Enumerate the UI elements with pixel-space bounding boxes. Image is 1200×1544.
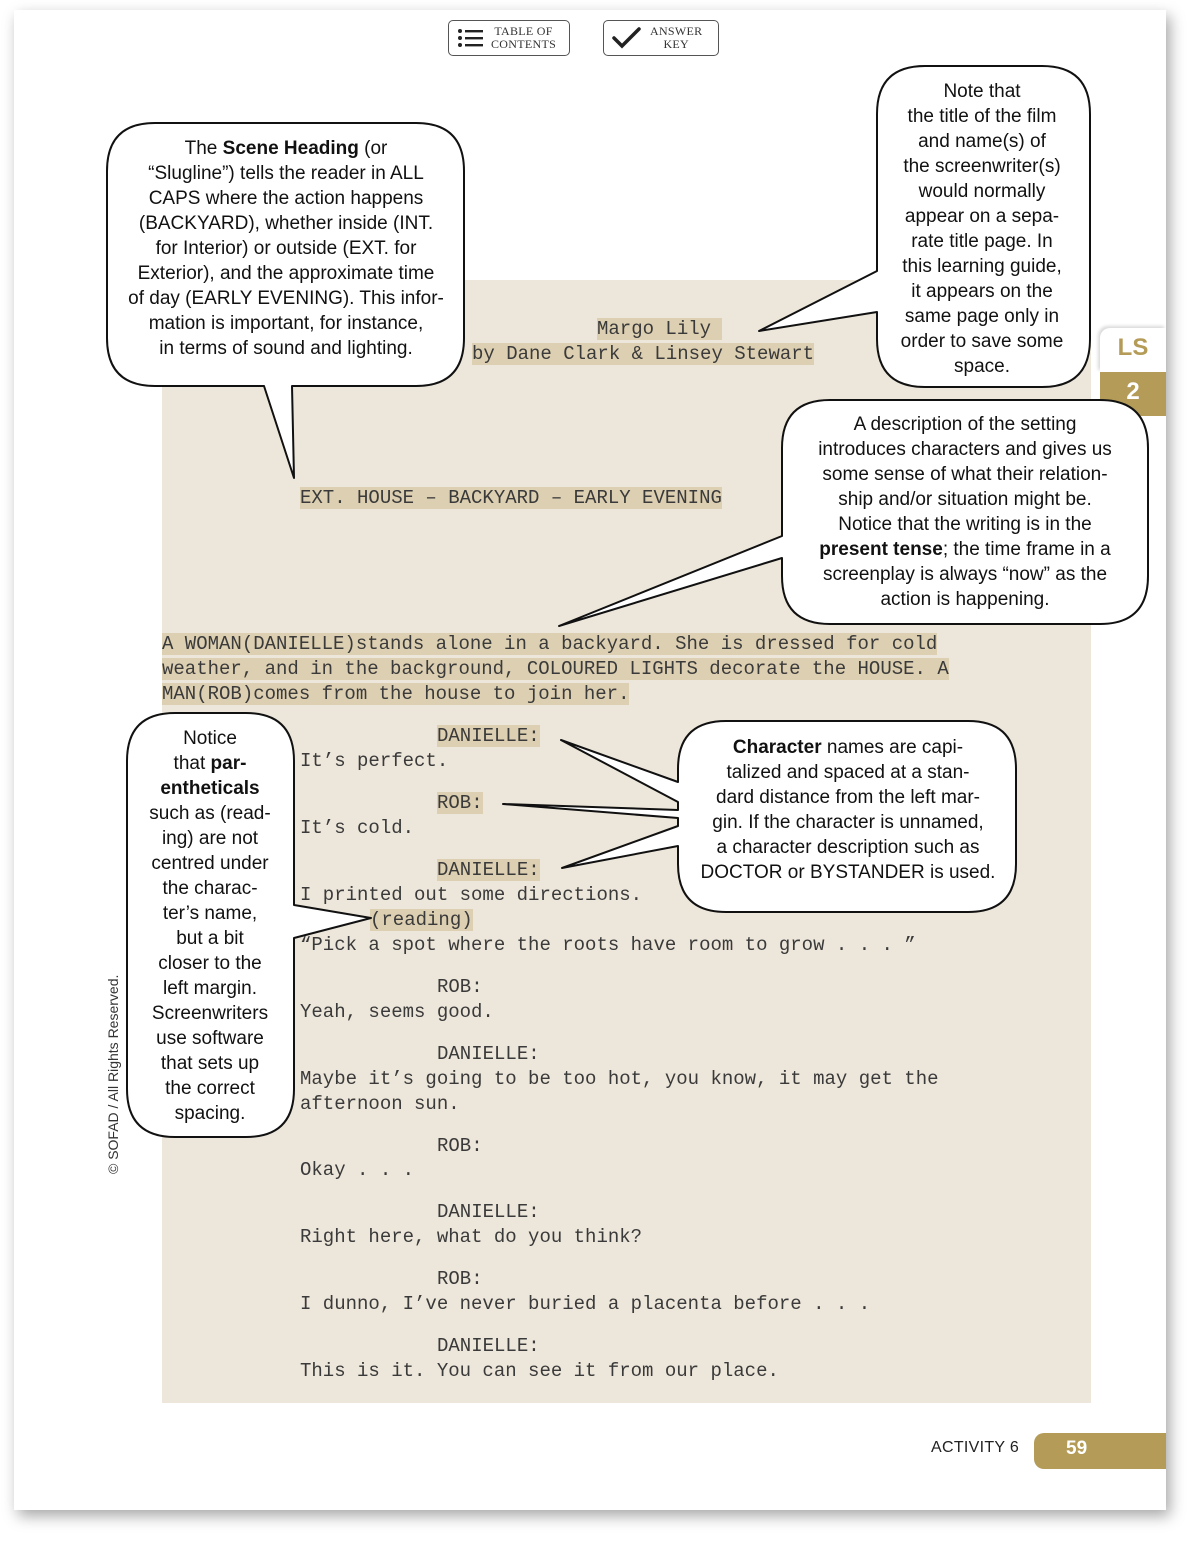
dialogue-line: Right here, what do you think? — [300, 1226, 643, 1248]
callout-line: Note that — [943, 81, 1021, 102]
character-name: ROB: — [437, 792, 483, 814]
callout-line: Screenwriters — [151, 1003, 269, 1024]
callout-line: the title of the film — [907, 106, 1057, 127]
dialogue-line: I dunno, I’ve never buried a placenta before . . . — [300, 1293, 871, 1315]
callout-line: A description of the setting — [853, 414, 1077, 435]
callout-line: the charac- — [162, 878, 258, 899]
action-line: MAN(ROB)comes from the house to join her. — [162, 683, 630, 705]
character-name: ROB: — [437, 1268, 483, 1290]
dialogue-line: It’s cold. — [300, 817, 415, 839]
callout-line: appear on a sepa- — [904, 206, 1060, 227]
callout-line: of day (EARLY EVENING). This infor- — [128, 288, 444, 309]
character-name: DANIELLE: — [437, 1043, 540, 1065]
callout-line: mation is important, for instance, — [148, 313, 424, 334]
callout-line: such as (read- — [149, 803, 271, 824]
callout-line: spacing. — [174, 1103, 246, 1124]
callout-line: but a bit — [176, 928, 244, 949]
activity-label: ACTIVITY 6 — [931, 1439, 1020, 1456]
callout-line: centred under — [151, 853, 269, 874]
toc-label: TABLE OF CONTENTS — [491, 24, 557, 51]
callout-line: “Slugline”) tells the reader in ALL — [148, 163, 424, 184]
callout-line: left margin. — [163, 978, 257, 999]
character-name: DANIELLE: — [437, 725, 540, 747]
dialogue-line: Yeah, seems good. — [300, 1001, 494, 1023]
dialogue-line: afternoon sun. — [300, 1093, 460, 1115]
dialogue-line: Okay . . . — [300, 1159, 415, 1181]
callout-line: Character names are capi- — [732, 737, 964, 758]
page-number: 59 — [1034, 1433, 1166, 1469]
dialogue-line: “Pick a spot where the roots have room to grow . . . ” — [300, 934, 916, 956]
callout-line: it appears on the — [911, 281, 1053, 302]
character-name: ROB: — [437, 976, 483, 998]
callout-line: this learning guide, — [902, 256, 1062, 277]
callout-line: Exterior), and the approximate time — [137, 263, 435, 284]
character-name: ROB: — [437, 1135, 483, 1157]
callout-line: (BACKYARD), whether inside (INT. — [138, 213, 434, 234]
callout-line: space. — [954, 356, 1010, 377]
section-tab-label: LS — [1100, 328, 1166, 372]
callout-line: for Interior) or outside (EXT. for — [155, 238, 417, 259]
callout-line: rate title page. In — [911, 231, 1053, 252]
callout-line: in terms of sound and lighting. — [159, 338, 413, 359]
dialogue-line: It’s perfect. — [300, 750, 449, 772]
callout-line: ing) are not — [161, 828, 259, 849]
callout-line: same page only in — [904, 306, 1060, 327]
character-name: DANIELLE: — [437, 1201, 540, 1223]
callout-line: introduces characters and gives us — [818, 439, 1112, 460]
copyright-notice: © SOFAD / All Rights Reserved. — [105, 974, 121, 1174]
callout-line: Notice — [183, 728, 237, 749]
callout-line: dard distance from the left mar- — [716, 787, 980, 808]
film-title: Margo Lily — [597, 317, 722, 342]
title-note-callout — [880, 79, 1084, 379]
scene-heading: EXT. HOUSE – BACKYARD – EARLY EVENING — [300, 487, 722, 509]
character-name: DANIELLE: — [437, 1335, 540, 1357]
callout-line: some sense of what their relation- — [822, 464, 1108, 485]
callout-line: DOCTOR or BYSTANDER is used. — [700, 862, 996, 883]
dialogue-line: This is it. You can see it from our place. — [300, 1360, 779, 1382]
callout-line: gin. If the character is unnamed, — [712, 812, 984, 833]
callout-line: present tense; the time frame in a — [819, 539, 1111, 560]
dialogue-line: Maybe it’s going to be too hot, you know, it may get the — [300, 1068, 939, 1090]
callout-line: screenplay is always “now” as the — [822, 564, 1108, 585]
callout-line: entheticals — [160, 778, 260, 799]
callout-line: would normally — [918, 181, 1046, 202]
scene-heading-callout — [112, 136, 460, 361]
answer-key-label: ANSWER KEY — [650, 24, 703, 51]
callout-line: the correct — [165, 1078, 255, 1099]
section-tab-number: 2 — [1100, 372, 1166, 416]
callout-line: the screenwriter(s) — [903, 156, 1061, 177]
film-byline: by Dane Clark & Linsey Stewart — [472, 343, 815, 365]
parenthetical: (reading) — [370, 909, 473, 931]
action-line: weather, and in the background, COLOURED LIGHTS decorate the HOUSE. A — [162, 658, 949, 680]
callout-line: and name(s) of — [918, 131, 1046, 152]
action-line: A WOMAN(DANIELLE)stands alone in a backyard. She is dressed for cold — [162, 633, 938, 655]
setting-callout — [788, 412, 1142, 612]
callout-line: Notice that the writing is in the — [838, 514, 1092, 535]
callout-line: action is happening. — [880, 589, 1050, 610]
callout-line: ter’s name, — [162, 903, 258, 924]
callout-line: that sets up — [160, 1053, 260, 1074]
character-name: DANIELLE: — [437, 859, 540, 881]
callout-line: ship and/or situation might be. — [838, 489, 1092, 510]
parentheticals-callout — [130, 726, 290, 1126]
callout-line: a character description such as — [716, 837, 980, 858]
callout-line: use software — [156, 1028, 264, 1049]
callout-line: closer to the — [158, 953, 262, 974]
callout-line: The Scene Heading (or — [184, 138, 388, 159]
callout-line: CAPS where the action happens — [148, 188, 424, 209]
dialogue-line: I printed out some directions. — [300, 884, 643, 906]
character-names-callout — [684, 735, 1012, 885]
callout-line: order to save some — [900, 331, 1064, 352]
callout-line: talized and spaced at a stan- — [726, 762, 970, 783]
callout-line: that par- — [173, 753, 247, 774]
